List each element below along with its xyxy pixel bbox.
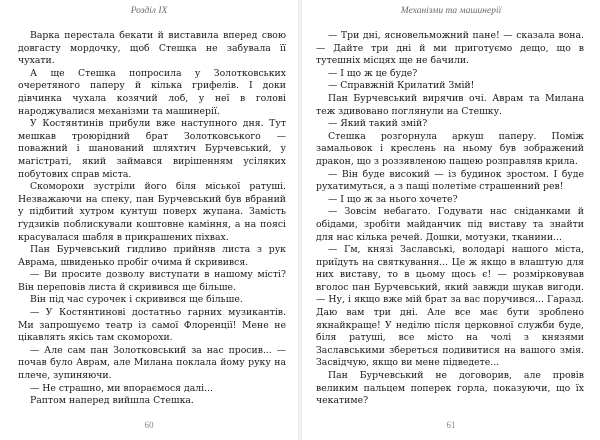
paragraph: У Костянтинів прибули вже наступного дня. Тут мешкав троюрідний брат Золотковського — поважний і шанований шляхтич Бурчевський, у магістраті, який займався вирішенням усіляких побутових справ міста. [18,118,286,180]
paragraph: Раптом наперед вийшла Стешка. [30,395,194,407]
paragraph: — Ви просите дозволу виступати в нашому місті? Він переповів листа й скривився ще більше. [18,269,286,293]
running-header-right: Механізми та машинерії [400,6,502,16]
paragraph: Стешка розгорнула аркуш паперу. Поміж замальовок і креслень на ньому був зображений дракон, що з роззявленою пащею розправляв крила. [316,130,584,167]
page-number-right: 61 [446,420,456,430]
paragraph: — Три дні, ясновельможний пане! — сказала вона. — Дайте три дні й ми приготуємо дещо, що в тутешніх місцях ще не бачили. [316,30,584,67]
paragraph: Варка перестала бекати й виставила вперед свою довгасту мордочку, щоб Стешка не забувала її чухати. [18,30,286,67]
paragraph: — Справжній Крилатий Змій! [328,80,475,92]
paragraph: — І що ж за нього хочете? [328,193,458,205]
paragraph: — Який такий змій? [328,118,428,130]
paragraph: Пан Бурчевський вирячив очі. Аврам та Милана теж здивовано поглянули на Стешку. [316,92,584,117]
paragraph: — Гм, князі Заславські, володарі нашого міста, приїдуть на святкування... Це ж якщо в влаштую для них виставу, то в цьому щось є! — розмірковував вголос пан Бурчевський, який завжди шукав вигоди. — Ну, і якщо вже мій брат за вас поручився... Гаразд. Даю вам три дні. Але все має бути зроблено якнайкраще! У неділю після церковної служби буде, біля ратуші, все місто на чолі з князями Заславськими збереться подивитися на вашого змія. Засвідчую, якщо ви мене підведете... [316,244,584,369]
left-page [0,0,298,440]
paragraph: — Не страшно, ми впораємося далі... [30,382,213,394]
paragraph: — Але сам пан Золотковський за нас просив... — почав було Аврам, але Милана поклала йому руку на плече, зупиняючи. [18,344,286,382]
right-page [302,0,600,440]
paragraph: Він під час сурочек і скривився ще більше. [30,294,243,306]
paragraph: Пан Бурчевський гидливо прийняв листа з рук Аврама, швиденько пробіг очима й скривився. [18,244,286,268]
right-page-text [316,30,584,408]
paragraph: — Він буде високий — із будинок зростом. І буде рухатимуться, а з пащі полетіме страшенний рев! [316,168,584,193]
paragraph: — Зовсім небагато. Годувати нас сніданками й обідами, зробіти майданчик під виставу та знайти для нас кілька речей. Дошки, мотузки, тканини... [316,206,584,243]
paragraph: Скоморохи зустріли його біля міської ратуші. Незважаючи на спеку, пан Бурчевський був вбраний у підбитий хутром кунтуш поверх жупана. Замість ґудзиків поблискували коштовне каміння, а на поясі красувалася шабля в прикрашених піхвах. [18,181,286,243]
running-header-left: Розділ IX [130,6,168,16]
left-page-text [18,30,286,408]
paragraph: Пан Бурчевський не договорив, але провів великим пальцем поперек горла, показуючи, що їх чекатиме? [316,370,584,407]
paragraph: — У Костянтинові достатньо гарних музикантів. Ми запрошуємо театр із самої Флоренції! Мене не цікавлять якісь там скоморохи. [18,307,286,344]
paragraph: А ще Стешка попросила у Золотковських очеретяного паперу й кілька грифелів. І доки дівчинка чухала козячий лоб, у неї в голові народжувалися механізми та машинерії. [18,67,286,117]
paragraph: — І що ж це буде? [328,67,418,79]
page-number-left: 60 [144,420,154,430]
